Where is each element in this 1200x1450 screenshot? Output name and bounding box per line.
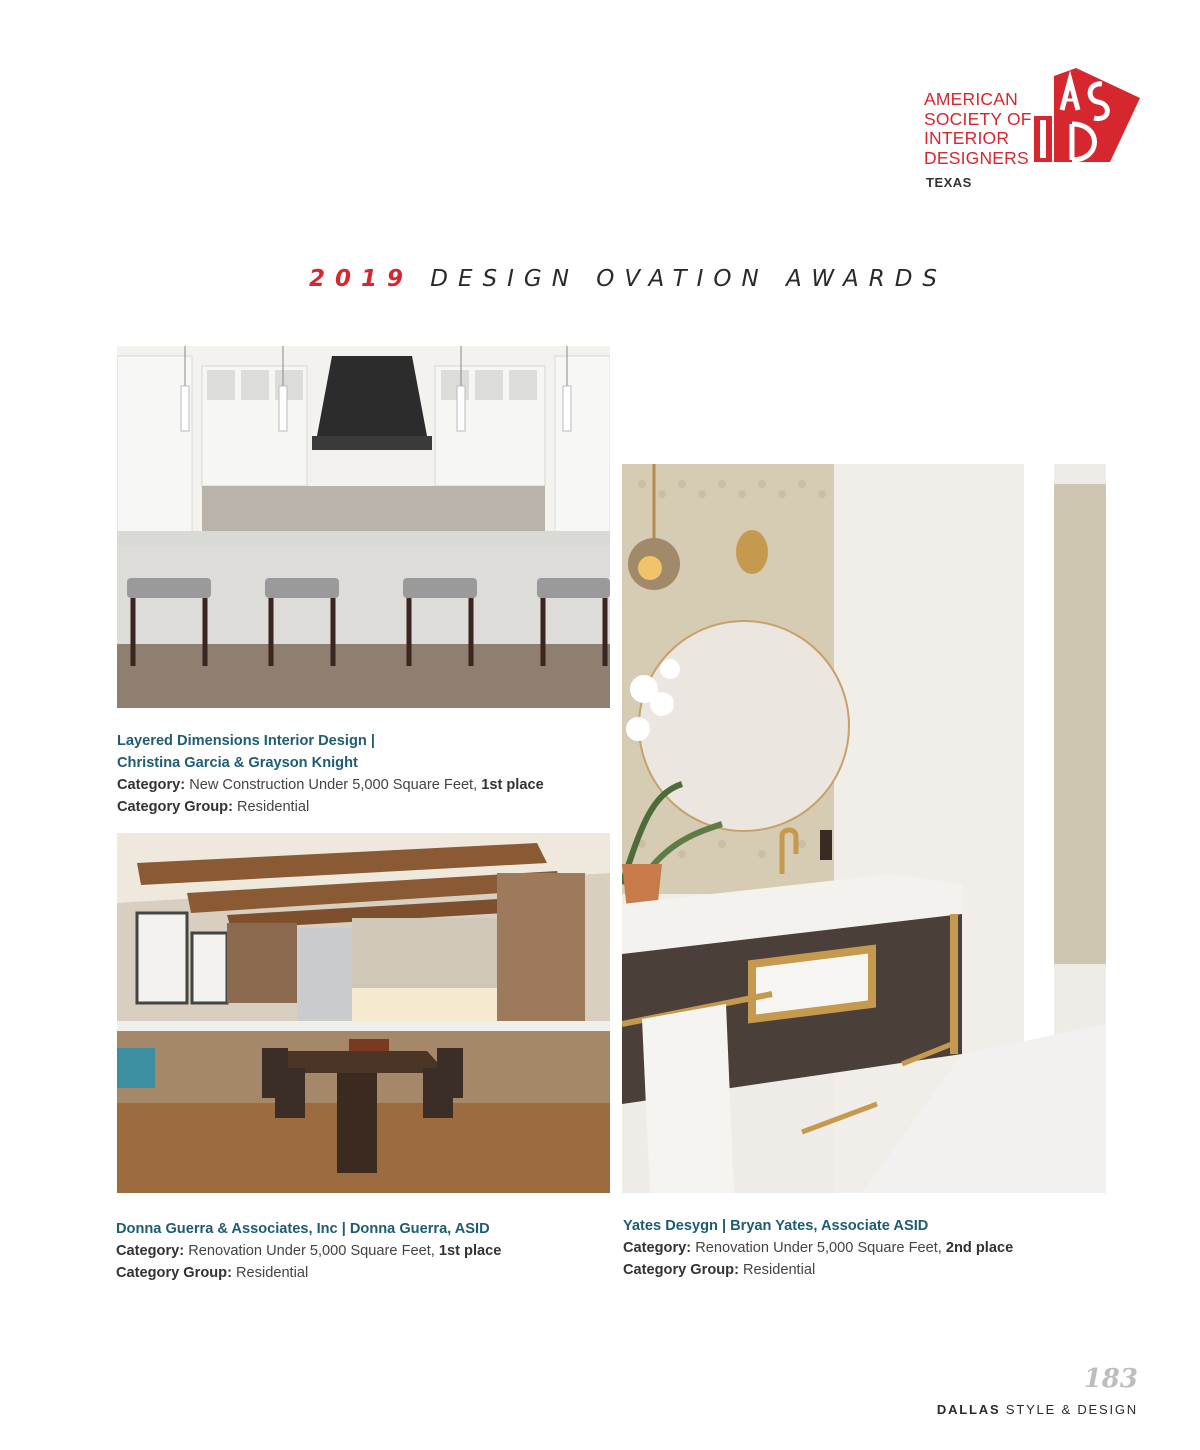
group-label: Category Group:: [116, 1265, 232, 1281]
caption-1-firm-line-2: Christina Garcia & Grayson Knight: [117, 755, 358, 771]
group-label: Category Group:: [117, 799, 233, 815]
award-place: 2nd place: [945, 1240, 1014, 1256]
heading-title: DESIGN OVATION AWARDS: [430, 266, 948, 292]
category-label: Category:: [623, 1240, 692, 1256]
caption-2-group: [116, 1262, 501, 1284]
publication-name-rest: STYLE & DESIGN: [1005, 1402, 1138, 1417]
photo-bathroom-vanity: [622, 464, 1106, 1193]
caption-3-firm-line-1: Yates Desygn | Bryan Yates, Associate ASID: [623, 1218, 929, 1234]
logo-line-3: INTERIOR: [924, 128, 1010, 148]
photo-wood-kitchen: [117, 833, 610, 1193]
group-value: Residential: [236, 1265, 309, 1281]
white-kitchen-illustration: [117, 346, 610, 708]
group-value: Residential: [237, 799, 310, 815]
page-heading: [0, 266, 1200, 292]
publication-name-bold: DALLAS: [936, 1402, 1001, 1417]
heading-year: 2019: [308, 266, 413, 292]
photo-white-kitchen: [117, 346, 610, 708]
wood-kitchen-illustration: [117, 833, 610, 1193]
logo-wordmark: [924, 90, 1032, 168]
award-caption-2: [116, 1218, 501, 1284]
asid-logo: [924, 66, 1139, 194]
caption-2-firm-line-1: Donna Guerra & Associates, Inc | Donna Guerra, ASID: [116, 1221, 490, 1237]
category-value: Renovation Under 5,000 Square Feet,: [695, 1240, 942, 1256]
caption-2-category: [116, 1240, 501, 1262]
award-place: 1st place: [481, 777, 544, 793]
logo-state: TEXAS: [926, 175, 972, 190]
award-place: 1st place: [438, 1243, 502, 1259]
logo-line-4: DESIGNERS: [924, 147, 1029, 168]
caption-1-category: [117, 774, 544, 796]
logo-line-1: AMERICAN: [924, 89, 1018, 109]
award-caption-1: [117, 730, 544, 818]
caption-3-group: [623, 1259, 1013, 1281]
category-label: Category:: [117, 777, 186, 793]
caption-1-firm-line-1: Layered Dimensions Interior Design |: [117, 733, 375, 749]
group-label: Category Group:: [623, 1262, 739, 1278]
asid-monogram-icon: [1032, 66, 1142, 170]
award-caption-3: [623, 1215, 1013, 1281]
page-number: 183: [1083, 1364, 1138, 1394]
category-value: New Construction Under 5,000 Square Feet,: [189, 777, 478, 793]
category-value: Renovation Under 5,000 Square Feet,: [188, 1243, 435, 1259]
caption-1-group: [117, 796, 544, 818]
logo-line-2: SOCIETY OF: [924, 108, 1032, 129]
bathroom-illustration: [622, 464, 1106, 1193]
category-label: Category:: [116, 1243, 185, 1259]
caption-3-category: [623, 1237, 1013, 1259]
publication-name: [937, 1402, 1138, 1417]
group-value: Residential: [743, 1262, 816, 1278]
